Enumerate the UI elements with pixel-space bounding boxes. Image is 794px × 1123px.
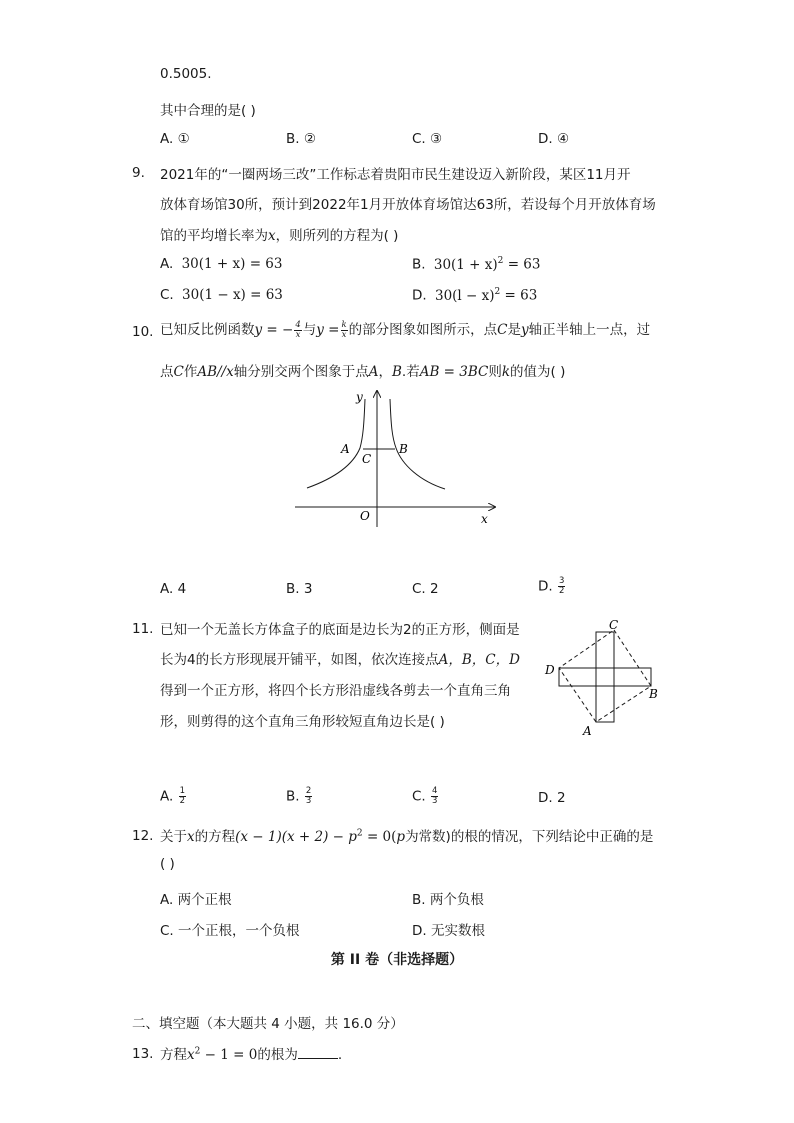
q12-t1: 关于	[160, 829, 187, 845]
q10-l2-eq: AB = 3BC	[419, 364, 489, 380]
q10-l2-t5: 则	[488, 364, 502, 380]
q11-label-a: A	[583, 724, 592, 738]
q11-vertical-bar	[596, 632, 614, 722]
q11-option-c-den: 3	[432, 796, 438, 806]
q10-option-d-frac	[558, 577, 565, 596]
q9-option-a-eq: 30(1 + x) = 63	[181, 256, 283, 272]
q9-option-b-letter: B.	[412, 256, 426, 273]
q10-l2-c: C	[173, 364, 184, 380]
q12-option-c: C. 一个正根，一个负根	[160, 923, 300, 939]
q10-line1	[160, 318, 650, 340]
q10-l2-a: A	[368, 364, 379, 380]
q10-option-a: A. 4	[160, 581, 187, 597]
q12-line2: ( )	[160, 856, 175, 872]
q9-var-x: x	[268, 228, 276, 244]
q8-option-d: D. ④	[538, 131, 570, 147]
q10-label-o: O	[360, 509, 370, 523]
q10-option-d-den: 2	[558, 586, 565, 596]
q11-line2-pre: 长为4的长方形现展开铺平，如图，依次连接点	[160, 652, 439, 668]
q10-option-d	[538, 577, 566, 596]
q9-option-b-eq: 30(1 + x)	[433, 256, 498, 273]
q9-option-b	[412, 256, 540, 273]
q12-option-d: D. 无实数根	[412, 923, 485, 939]
q10-option-c: C. 2	[412, 581, 439, 597]
q10-l2-b: B	[391, 364, 402, 380]
q9-option-c-eq: 30(1 − x) = 63	[182, 287, 283, 303]
q11-option-c-letter: C.	[412, 788, 426, 805]
q11-option-c	[412, 787, 439, 806]
q10-point-c: C	[497, 322, 508, 338]
q10-number: 10.	[132, 324, 154, 340]
q11-option-a-num: 1	[179, 786, 186, 796]
q11-option-b-num: 2	[305, 786, 312, 796]
q11-option-b-frac	[305, 787, 312, 806]
q12-option-a: A. 两个正根	[160, 892, 232, 908]
q10-l2-ab: AB//x	[197, 364, 234, 380]
q10-l2-t6: 的值为( )	[510, 364, 566, 380]
q11-number: 11.	[132, 621, 154, 637]
q10-l2-t1: 作	[183, 364, 198, 380]
q9-line3-pre: 馆的平均增长率为	[160, 228, 268, 244]
q11-label-d: D	[545, 663, 555, 677]
q11-option-d: D. 2	[538, 790, 566, 806]
part2-title: 第 II 卷（非选择题）	[330, 952, 464, 968]
q10-l2-t4: .若	[401, 364, 420, 380]
q9-line2: 放体育场馆30所，预计到2022年1月开放体育场馆达63所，若设每个月开放体育场	[160, 197, 656, 213]
q9-option-d	[412, 287, 537, 304]
q9-option-c	[160, 287, 283, 303]
q10-option-d-letter: D.	[538, 578, 553, 595]
q10-label-c: C	[362, 452, 372, 466]
q9-line3	[160, 224, 398, 244]
q12-p: p	[396, 829, 406, 845]
q10-line2	[160, 360, 565, 380]
q10-text-4: 是	[507, 322, 521, 338]
q12-number: 12.	[132, 828, 154, 844]
q10-label-x: x	[481, 512, 488, 526]
q12-x: x	[187, 829, 195, 845]
q8-continuation: 0.5005.	[160, 66, 212, 82]
q12-line1	[160, 825, 653, 845]
q11-label-c: C	[609, 618, 619, 632]
q10-label-y: y	[356, 390, 363, 404]
q11-horizontal-bar	[559, 668, 651, 686]
q8-option-b: B. ②	[286, 131, 316, 147]
q13-eq: x	[187, 1047, 195, 1063]
q11-option-c-num: 4	[432, 786, 438, 796]
q11-line1: 已知一个无盖长方体盒子的底面是边长为2的正方形，侧面是	[160, 622, 520, 638]
q11-option-b-letter: B.	[286, 788, 300, 805]
q8-option-a: A. ①	[160, 131, 190, 147]
q11-option-b-den: 3	[305, 796, 312, 806]
q11-line2	[160, 648, 520, 668]
q11-option-c-frac	[431, 787, 438, 806]
q10-l2-t2: 轴分别交两个图象于点	[233, 364, 369, 380]
q10-frac-1-den: x	[295, 329, 301, 340]
q10-text-1: 已知反比例函数	[160, 322, 255, 338]
q10-func-2: y =	[316, 322, 340, 338]
q9-option-b-tail: = 63	[503, 256, 541, 273]
q9-line3-post: ，则所列的方程为( )	[275, 228, 399, 244]
q10-frac-2-den: x	[341, 329, 347, 340]
q12-eq-exp: 2	[356, 828, 363, 839]
q13-answer-blank[interactable]	[298, 1046, 338, 1059]
q10-l2-pre: 点	[160, 364, 174, 380]
q11-option-a-frac	[179, 787, 186, 806]
q10-frac-1	[294, 321, 301, 340]
q10-frac-1-num: 4	[295, 319, 301, 330]
q10-l2-k: k	[501, 364, 511, 380]
q10-label-b: B	[399, 442, 408, 456]
q11-line4: 形，则剪得的这个直角三角形较短直角边长是( )	[160, 714, 445, 730]
q9-option-d-exp: 2	[494, 287, 501, 297]
q13-t1: 方程	[160, 1047, 187, 1063]
q11-option-a	[160, 787, 187, 806]
q12-eq: (x − 1)(x + 2) − p	[235, 829, 357, 845]
q9-option-b-exp: 2	[497, 256, 504, 266]
q11-option-a-letter: A.	[160, 788, 174, 805]
q10-text-3: 的部分图象如图所示，点	[348, 322, 498, 338]
q12-t3: 为常数)的根的情况，下列结论中正确的是	[405, 829, 654, 845]
q10-option-d-num: 3	[558, 576, 565, 586]
q10-l2-t3: ，	[378, 364, 392, 380]
q9-option-a-letter: A.	[160, 256, 174, 272]
q11-figure	[540, 616, 670, 740]
q13-eq-tail: − 1 = 0	[200, 1047, 258, 1063]
q9-option-d-letter: D.	[412, 287, 427, 304]
q13-eq-exp: 2	[194, 1046, 201, 1057]
q10-y-axis: y	[521, 322, 529, 338]
q10-label-a: A	[341, 442, 350, 456]
q11-label-b: B	[649, 687, 658, 701]
q10-left-curve	[307, 399, 365, 488]
q13-t2: 的根为	[257, 1047, 298, 1063]
q10-text-5: 轴正半轴上一点，过	[528, 322, 651, 338]
q9-option-d-tail: = 63	[500, 287, 538, 304]
q9-line1: 2021年的“一圈两场三改”工作标志着贵阳市民生建设迈入新阶段，某区11月开	[160, 167, 631, 183]
q9-option-a	[160, 256, 282, 272]
q12-eq-tail: = 0(	[362, 829, 397, 845]
q9-option-d-eq: 30(l − x)	[434, 287, 495, 304]
q11-option-b	[286, 787, 313, 806]
q12-option-b: B. 两个负根	[412, 892, 484, 908]
q12-t2: 的方程	[194, 829, 236, 845]
q11-line2-points: A，B，C，D	[438, 652, 520, 668]
q11-line3: 得到一个正方形，将四个长方形沿虚线各剪去一个直角三角	[160, 683, 511, 699]
q8-option-c: C. ③	[412, 131, 443, 147]
q9-option-c-letter: C.	[160, 287, 174, 303]
q11-dashed-square	[559, 630, 651, 722]
q10-graph	[290, 385, 510, 530]
q11-option-a-den: 2	[179, 796, 186, 806]
q13-line	[160, 1043, 342, 1063]
q9-number: 9.	[132, 165, 145, 181]
q10-frac-2	[341, 321, 348, 340]
q10-option-b: B. 3	[286, 581, 313, 597]
q8-prompt: 其中合理的是( )	[160, 103, 256, 119]
q10-text-2: 与	[302, 322, 317, 338]
q13-number: 13.	[132, 1046, 154, 1062]
q10-frac-2-num: k	[341, 319, 347, 330]
section2-title: 二、填空题（本大题共 4 小题，共 16.0 分）	[132, 1016, 404, 1032]
q13-t3: .	[337, 1047, 343, 1063]
q10-func-1: y = −	[254, 322, 294, 338]
